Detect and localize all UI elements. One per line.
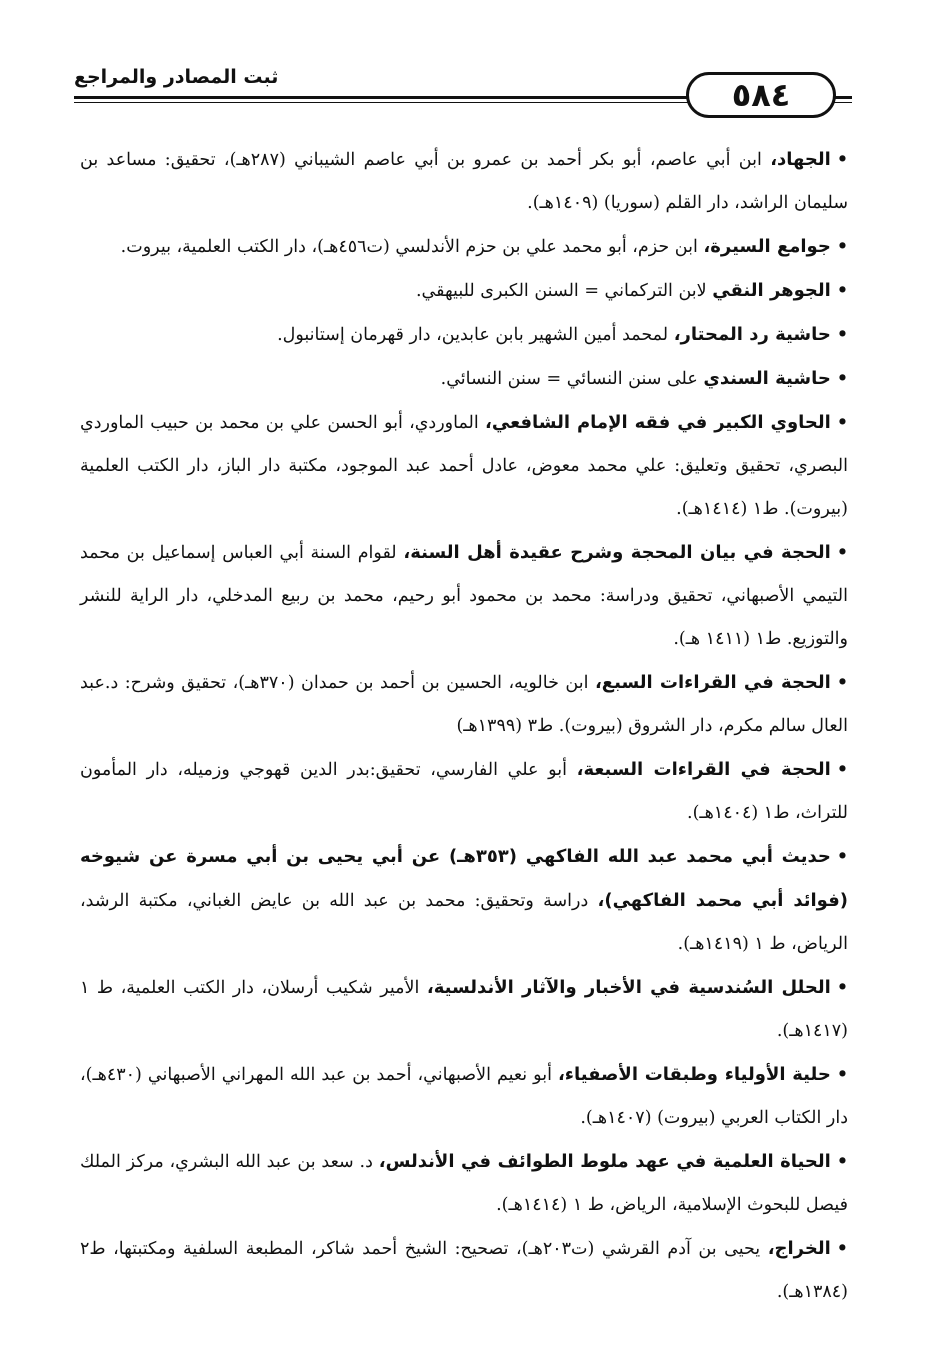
bullet: • (836, 1065, 848, 1085)
entry-text: الأمير شكيب أرسلان، دار الكتب العلمية، ط ١ (١٤١٧هـ). (80, 978, 848, 1041)
bibliography-entry (80, 138, 848, 225)
bibliography-entry (80, 531, 848, 661)
entry-title: حاشية رد المحتار، (673, 324, 831, 345)
bullet: • (836, 237, 848, 257)
entry-title: الخراج، (767, 1238, 831, 1259)
bibliography-entry (80, 269, 848, 313)
page-header (74, 52, 852, 112)
entry-text: ابن أبي عاصم، أبو بكر أحمد بن عمرو بن أبي عاصم الشيباني (٢٨٧هـ)، تحقيق: مساعد بن سليمان الراشد، دار القلم (سوريا) (١٤٠٩هـ). (80, 150, 848, 213)
bibliography-entry (80, 1053, 848, 1140)
bullet: • (836, 673, 849, 693)
bibliography-entry (80, 748, 848, 835)
entry-title: الحلل السُندسية في الأخبار والآثار الأندلسية، (426, 977, 831, 998)
entry-text: د. سعد بن عبد الله البشري، مركز الملك فيصل للبحوث الإسلامية، الرياض، ط ١ (١٤١٤هـ). (80, 1152, 848, 1215)
bullet: • (836, 1239, 848, 1259)
entry-title: الجوهر النقي (712, 280, 831, 301)
page-number: ٥٨٤ (686, 72, 836, 118)
bullet: • (836, 760, 848, 780)
entry-text: يحيى بن آدم القرشي (ت٢٠٣هـ)، تصحيح: الشيخ أحمد شاكر، المطبعة السلفية ومكتبتها، ط٢ (١٣٨٤هـ). (80, 1239, 848, 1302)
entry-text: أبو علي الفارسي، تحقيق:بدر الدين قهوجي وزميله، دار المأمون للتراث، ط١ (١٤٠٤هـ). (80, 760, 848, 823)
bullet: • (836, 150, 848, 170)
entry-text: دراسة وتحقيق: محمد بن عبد الله بن عايض الغباني، مكتبة الرشد، الرياض، ط ١ (١٤١٩هـ). (80, 891, 848, 954)
bibliography-entry (80, 835, 848, 966)
bullet: • (836, 325, 848, 345)
entry-title: حاشية السندي (703, 368, 831, 389)
entry-text: ابن خالويه، الحسين بن أحمد بن حمدان (٣٧٠هـ)، تحقيق وشرح: د.عبد العال سالم مكرم، دار الشروق (بيروت). ط٣ (١٣٩٩هـ) (80, 673, 848, 736)
bibliography-entry (80, 1140, 848, 1227)
bullet: • (836, 847, 849, 867)
entry-text: ابن حزم، أبو محمد علي بن حزم الأندلسي (ت٤٥٦هـ)، دار الكتب العلمية، بيروت. (120, 237, 704, 257)
entry-text: لابن التركماني = السنن الكبرى للبيهقي. (415, 281, 713, 301)
entry-title: الجهاد، (770, 149, 831, 170)
bullet: • (836, 369, 848, 389)
bibliography-entry (80, 1227, 848, 1314)
running-title: ثبت المصادر والمراجع (74, 66, 279, 88)
entry-text: على سنن النسائي = سنن النسائي. (440, 369, 704, 389)
entry-title: الحياة العلمية في عهد ملوط الطوائف في الأندلس، (378, 1151, 831, 1172)
bibliography-entry (80, 966, 848, 1053)
entry-title: الحجة في بيان المحجة وشرح عقيدة أهل السنة، (403, 542, 831, 563)
bibliography-entry (80, 313, 848, 357)
entry-text: أبو نعيم الأصبهاني، أحمد بن عبد الله المهراني الأصبهاني (٤٣٠هـ)، دار الكتاب العربي (بيروت) (١٤٠٧هـ). (80, 1065, 848, 1128)
entry-title: الحجة في القراءات السبعة، (576, 759, 831, 780)
bullet: • (836, 281, 848, 301)
entry-title: حديث أبي محمد عبد الله الفاكهي (٣٥٣هـ) عن أبي يحيى بن أبي مسرة عن شيوخه (فوائد أبي محمد الفاكهي)، (80, 846, 848, 911)
bullet: • (836, 978, 848, 998)
bibliography-entry (80, 357, 848, 401)
bibliography-entry (80, 401, 848, 531)
entry-title: جوامع السيرة، (703, 236, 831, 257)
entry-title: الحاوي الكبير في فقه الإمام الشافعي، (485, 412, 831, 433)
bullet: • (836, 1152, 848, 1172)
entry-text: لمحمد أمين الشهير بابن عابدين، دار قهرمان إستانبول. (277, 325, 674, 345)
bibliography-entry (80, 661, 848, 748)
entry-title: الحجة في القراءات السبع، (594, 672, 831, 693)
bibliography-entry (80, 225, 848, 269)
entry-text: الماوردي، أبو الحسن علي بن محمد بن حبيب الماوردي البصري، تحقيق وتعليق: علي محمد معوض، عادل أحمد عبد الموجود، مكتبة دار الباز، دار الكتب العلمية (بيروت). ط١ (١٤١٤هـ). (80, 413, 848, 519)
bullet: • (836, 413, 848, 433)
bibliography-list (80, 138, 848, 1314)
bullet: • (836, 543, 848, 563)
entry-title: حلية الأولياء وطبقات الأصفياء، (557, 1064, 831, 1085)
entry-text: لقوام السنة أبي العباس إسماعيل بن محمد التيمي الأصبهاني، تحقيق ودراسة: محمد بن محمود أبو رحيم، محمد بن ربيع المدخلي، دار الراية للنشر والتوزيع. ط١ (١٤١١ هـ). (80, 543, 848, 649)
